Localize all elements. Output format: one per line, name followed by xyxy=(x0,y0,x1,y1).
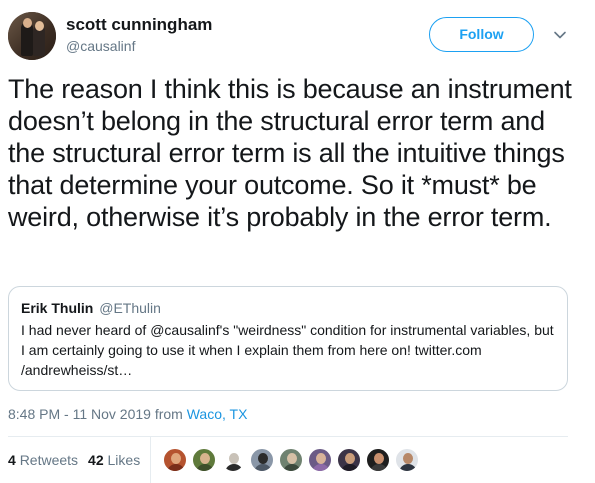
avatar-face xyxy=(374,453,384,464)
avatar-face xyxy=(258,453,268,464)
retweets-stat[interactable] xyxy=(8,452,78,468)
tweet-metadata xyxy=(8,405,247,423)
avatar-face xyxy=(345,453,355,464)
author-handle[interactable]: @causalinf xyxy=(66,38,136,54)
avatar-body xyxy=(196,464,214,472)
avatar-body xyxy=(167,464,185,472)
quoted-tweet-header xyxy=(21,299,555,317)
quoted-tweet-text: I had never heard of @causalinf's "weirdness" condition for instrumental variables, but I am certainly going to use it when I explain them from here on! twitter.com /andrewheiss/st… xyxy=(21,322,554,378)
liker-avatar-8[interactable] xyxy=(366,448,390,472)
avatar-body xyxy=(370,464,388,472)
stats-separator xyxy=(150,437,151,483)
avatar-body xyxy=(341,464,359,472)
avatar-figure-head xyxy=(35,21,44,31)
likes-count: 42 xyxy=(88,452,104,468)
likes-stat[interactable] xyxy=(88,452,140,468)
avatar-face xyxy=(229,453,239,464)
tweet-header xyxy=(8,12,583,62)
liker-avatar-3[interactable] xyxy=(221,448,245,472)
quoted-tweet[interactable] xyxy=(8,286,568,391)
chevron-down-icon[interactable] xyxy=(553,28,567,42)
avatar-body xyxy=(225,464,243,472)
quoted-author-handle: @EThulin xyxy=(99,300,161,316)
avatar-figure-head xyxy=(23,18,32,28)
liker-avatar-2[interactable] xyxy=(192,448,216,472)
author-avatar[interactable] xyxy=(8,12,56,60)
liker-avatar-1[interactable] xyxy=(163,448,187,472)
engagement-stats xyxy=(8,451,140,469)
avatar-body xyxy=(254,464,272,472)
avatar-face xyxy=(200,453,210,464)
liker-avatar-6[interactable] xyxy=(308,448,332,472)
divider xyxy=(8,436,568,437)
author-display-name[interactable]: scott cunningham xyxy=(66,15,213,34)
quoted-author-name: Erik Thulin xyxy=(21,300,94,316)
avatar-face xyxy=(403,453,413,464)
liker-avatar-9[interactable] xyxy=(395,448,419,472)
avatar-face xyxy=(171,453,181,464)
avatar-body xyxy=(399,464,417,472)
avatar-body xyxy=(283,464,301,472)
avatar-face xyxy=(316,453,326,464)
retweets-label: Retweets xyxy=(19,452,79,468)
liker-avatar-4[interactable] xyxy=(250,448,274,472)
avatar-face xyxy=(287,453,297,464)
liker-avatar-5[interactable] xyxy=(279,448,303,472)
author-names xyxy=(66,15,212,55)
tweet-location[interactable]: Waco, TX xyxy=(186,406,248,422)
tweet-timestamp[interactable]: 8:48 PM - 11 Nov 2019 from xyxy=(8,406,187,422)
retweets-count: 4 xyxy=(8,452,16,468)
tweet-text: The reason I think this is because an instrument doesn’t belong in the structural error term and the structural error term is all the intuitive things that determine your outcome. So it *must* be weird, otherwise it’s probably in the error term. xyxy=(8,74,572,232)
avatar-body xyxy=(312,464,330,472)
follow-button[interactable]: Follow xyxy=(429,17,534,52)
likes-label: Likes xyxy=(107,452,141,468)
liker-avatar-7[interactable] xyxy=(337,448,361,472)
